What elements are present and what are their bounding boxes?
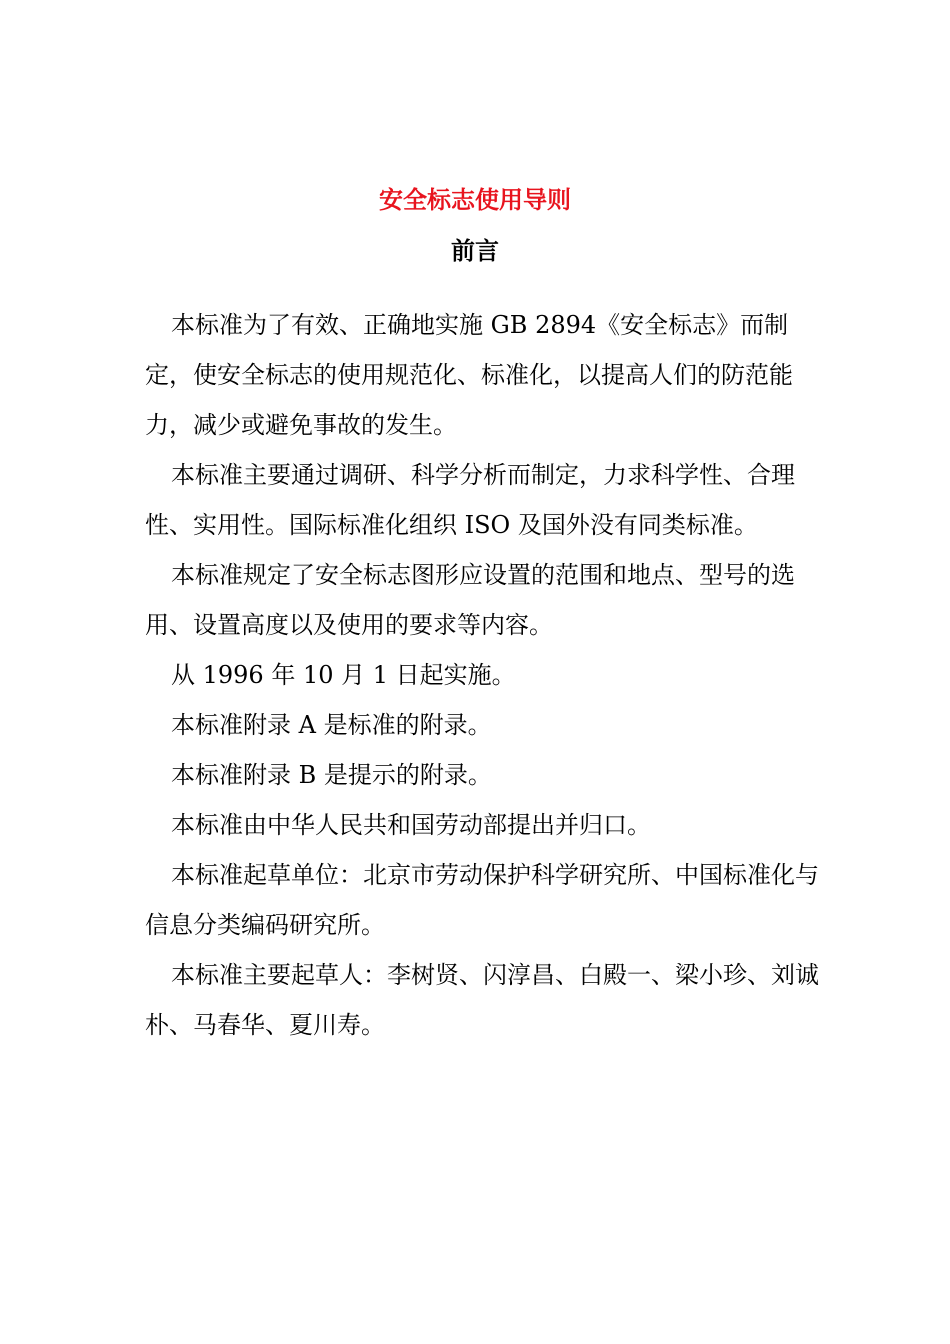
paragraph-appendix-a: 本标准附录 A 是标准的附录。 [171,711,492,739]
paragraph-drafters: 本标准主要起草人：李树贤、闪淳昌、白殿一、梁小珍、刘诚朴、马春华、夏川寿。 [145,961,819,1039]
foreword-body [145,300,835,1050]
paragraph-proposer: 本标准由中华人民共和国劳动部提出并归口。 [171,811,651,839]
paragraph-purpose: 本标准为了有效、正确地实施 GB 2894《安全标志》而制定，使安全标志的使用规范化、标准化，以提高人们的防范能力，减少或避免事故的发生。 [145,311,793,439]
paragraph-basis: 本标准主要通过调研、科学分析而制定，力求科学性、合理性、实用性。国际标准化组织 ISO 及国外没有同类标准。 [145,461,795,539]
paragraph-appendix-b: 本标准附录 B 是提示的附录。 [171,761,492,789]
paragraph-drafting-units: 本标准起草单位：北京市劳动保护科学研究所、中国标准化与信息分类编码研究所。 [145,861,819,939]
paragraph-scope: 本标准规定了安全标志图形应设置的范围和地点、型号的选用、设置高度以及使用的要求等内容。 [145,561,795,639]
paragraph-effective-date: 从 1996 年 10 月 1 日起实施。 [171,661,516,689]
document-title: 安全标志使用导则 [379,186,571,214]
foreword-heading: 前言 [451,237,499,265]
